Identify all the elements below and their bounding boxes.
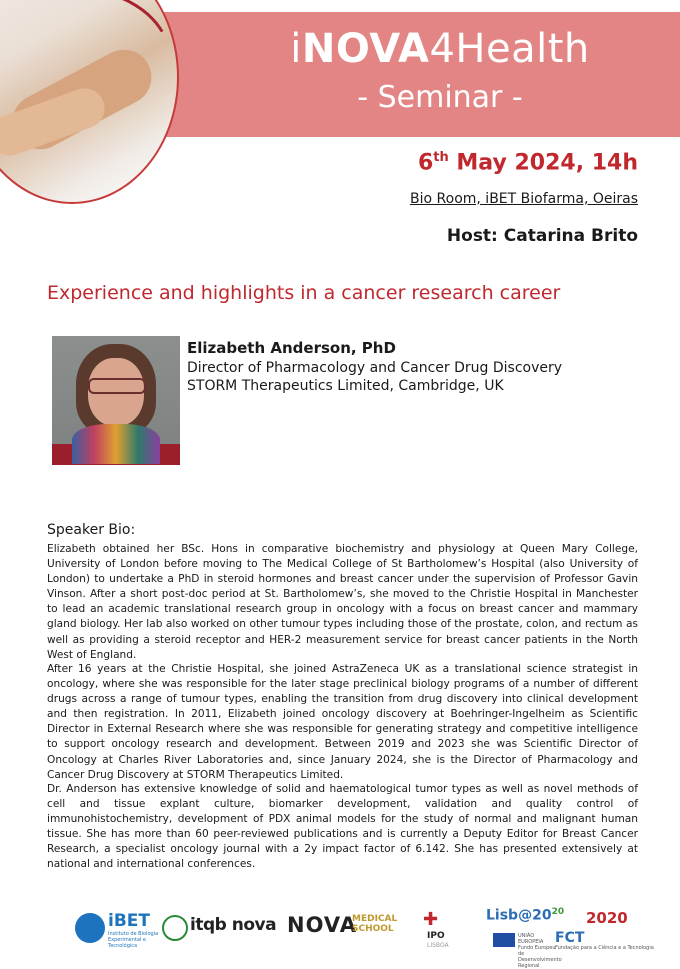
talk-title: Experience and highlights in a cancer research career: [47, 282, 561, 304]
ipo-cross-icon: ✚: [423, 909, 439, 930]
eu-subtitle: UNIÃO EUROPEIA Fundo Europeu de Desenvolvimento Regional: [518, 933, 562, 969]
portrait-glasses: [88, 378, 146, 394]
speaker-role: Director of Pharmacology and Cancer Drug Discovery: [187, 360, 563, 376]
event-host: Host: Catarina Brito: [446, 226, 638, 246]
ipo-subtitle: LISBOA: [427, 942, 449, 949]
nova-logo: NOVA: [287, 913, 357, 937]
banner-title: iNOVA4Health: [290, 26, 590, 72]
sponsor-logos: [0, 895, 680, 969]
speaker-affiliation: STORM Therapeutics Limited, Cambridge, UK: [187, 378, 504, 394]
speaker-photo: [52, 336, 180, 465]
lisboa2020-logo: $Lisb@20^{20}$: [486, 907, 565, 924]
portugal2020-logo: 2020: [586, 909, 628, 927]
itqb-logo-mark: [162, 915, 188, 941]
bio-paragraph: Dr. Anderson has extensive knowledge of solid and haematological tumor types as well as novel methods of cell and tissue explant culture, biomarker development, validation and quality control of immunohistochemistry, development of PDX animal models for the study of normal and malignant human tissue. She has more than 60 peer-reviewed publications and is currently a Deputy Editor for Breast Cancer Research, a specialist oncology journal with a 2y impact factor of 6.142. She has presented extensively at national and international conferences.: [47, 783, 638, 871]
ibet-logo-mark: [75, 913, 105, 943]
ipo-logo: IPO: [427, 931, 445, 941]
fct-logo: FCT: [555, 930, 585, 946]
bio-paragraph: Elizabeth obtained her BSc. Hons in comparative biochemistry and physiology at Queen Mary College, University of London before moving to The Medical College of St Bartholomew’s Hospital (also University of London) to undertake a PhD in steroid hormones and breast cancer under the supervision of Professor Gavin Vinson. After a short post-doc period at St. Bartholomew’s, she moved to the Christie Hospital in Manchester to lead an academic translational research group in oncology with a focus on breast cancer and mammary gland biology. Her lab also worked on other tumour types including those of the prostate, colon, and rectum as well as providing a steroid receptor and HER-2 measurement service for breast cancer patients in the North West of England.: [47, 543, 638, 661]
event-date: 6th May 2024, 14h: [417, 150, 638, 176]
bio-paragraph: After 16 years at the Christie Hospital, she joined AstraZeneca UK as a translational science strategist in oncology, where she was responsible for the later stage preclinical biology programs of a number of different drugs across a range of tumour types, enabling the transition from drug discovery into clinical development and then registration. In 2011, Elizabeth joined oncology discovery at Boehringer-Ingelheim as Scientific Director in External Research where she was responsible for generating strategy and competitive intelligence to support oncology research and development. Between 2019 and 2023 she was Scientific Director of Oncology at Charles River Laboratories and, since January 2024, she is the Director of Pharmacology and Cancer Drug Discovery at STORM Therapeutics Limited.: [47, 663, 638, 781]
hands-photo: [0, 0, 179, 204]
event-venue: Bio Room, iBET Biofarma, Oeiras: [410, 191, 638, 207]
fct-subtitle: Fundação para a Ciência e a Tecnologia: [555, 945, 654, 951]
portrait-scarf: [72, 424, 160, 464]
itqb-logo: itqb nova: [190, 915, 277, 935]
ibet-subtitle: Instituto de Biologia Experimental e Tecnológica: [108, 931, 159, 949]
ibet-logo: iBET: [108, 911, 150, 931]
eu-flag-icon: [493, 933, 515, 947]
nova-medical-label: MEDICAL SCHOOL: [352, 914, 398, 934]
speaker-name: Elizabeth Anderson, PhD: [187, 339, 396, 357]
bio-heading: Speaker Bio:: [47, 522, 136, 538]
banner-subtitle: - Seminar -: [357, 80, 523, 115]
